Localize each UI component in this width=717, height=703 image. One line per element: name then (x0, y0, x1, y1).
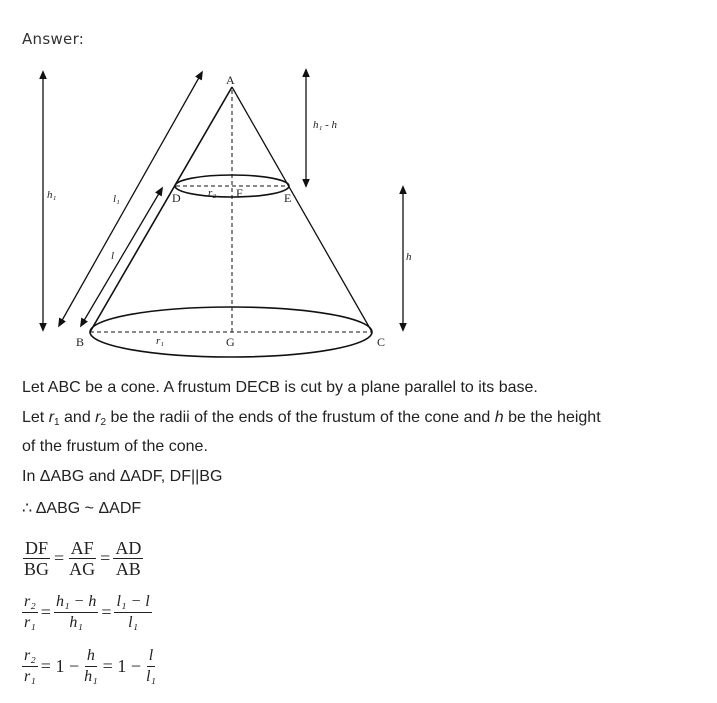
cone-side-ac (232, 87, 372, 332)
paragraph-line-5: ∴ ΔABG ~ ΔADF (22, 500, 142, 517)
equation-1: $\frac{DF}{BG}$ = $\frac{AF}{AG}$ = $\frac{AD}{AB}$ (24, 537, 142, 579)
r2-label: r₂ (208, 187, 217, 199)
l-label: l (111, 250, 115, 262)
answer-heading: Answer: (22, 30, 85, 48)
l-arrow (82, 190, 161, 324)
point-d-label: D (172, 191, 181, 205)
paragraph-line-3: of the frustum of the cone. (22, 438, 208, 455)
point-a-label: A (226, 73, 235, 87)
equation-3: $\frac{\text{r₂}}{\text{r₁}}$ = 1 − $\frac{h}{\text{h₁}}$ = 1 − $\frac{l}{\text{l₁}}$ (24, 646, 156, 685)
h-label: h (406, 251, 412, 263)
paragraph-line-1: Let ABC be a cone. A frustum DECB is cut by a plane parallel to its base. (22, 379, 538, 396)
equation-2: $\frac{\text{r₂}}{\text{r₁}}$ = $\frac{\text{h₁ − h}}{\text{h₁}}$ = $\frac{\text{l₁ − l}}{\text{l₁}}$ (24, 592, 150, 631)
point-e-label: E (284, 191, 292, 205)
l1-label: l₁ (113, 193, 120, 205)
point-c-label: C (377, 335, 386, 349)
point-b-label: B (76, 335, 85, 349)
point-g-label: G (226, 335, 235, 349)
equation-block (22, 533, 158, 691)
cone-side-ab (90, 87, 232, 332)
point-f-label: F (236, 186, 243, 200)
h1-label: h₁ (47, 189, 57, 201)
h1-minus-h-label: h₁ - h (313, 119, 337, 131)
r1-label: r₁ (156, 335, 165, 347)
paragraph-line-2: Let $r_1$ and $r_2$ be the radii of the ends of the frustum of the cone and h be the height (22, 409, 601, 428)
paragraph-line-4: In ΔABG and ΔADF, DF||BG (22, 468, 223, 485)
